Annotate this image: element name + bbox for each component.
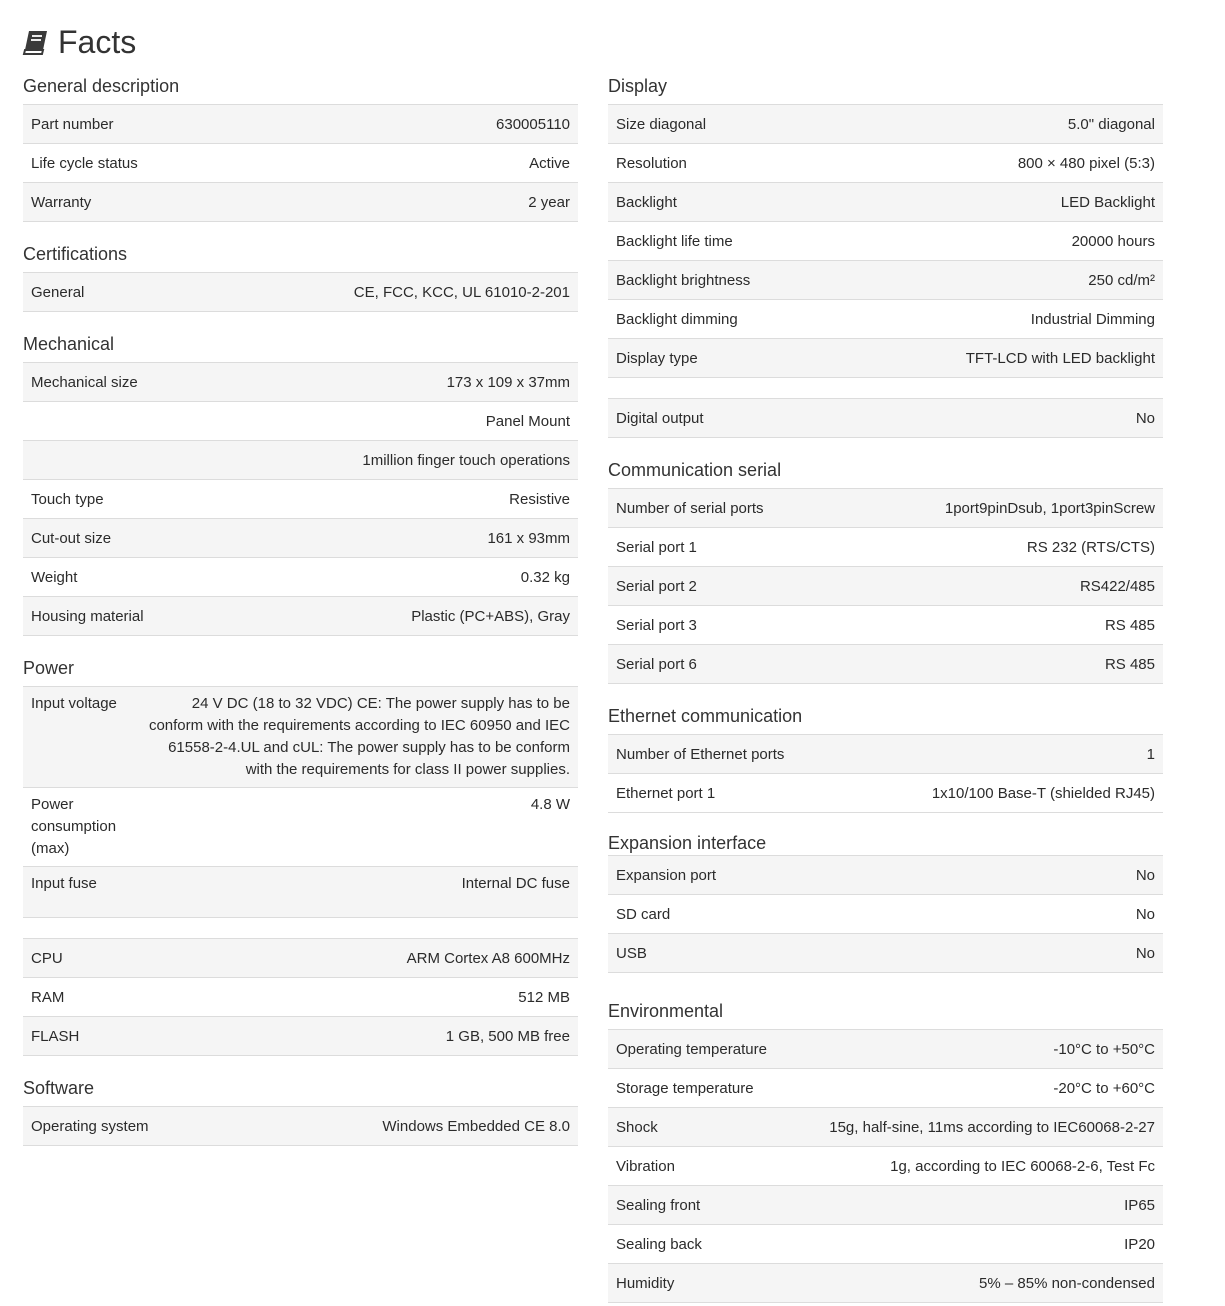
row-label: [23, 441, 152, 480]
table-row: [608, 300, 1163, 339]
spec-table: [23, 104, 578, 222]
table-row: [608, 1030, 1163, 1069]
section-hardware: [23, 938, 578, 1056]
spec-table: [608, 855, 1163, 973]
section-title: Software: [23, 1078, 95, 1098]
row-value: 173 x 109 x 37mm: [152, 363, 578, 402]
section-certifications: [23, 232, 578, 312]
table-row: [608, 1186, 1163, 1225]
section-expansion-interface: [608, 823, 1163, 973]
section-title: General description: [23, 76, 180, 96]
row-value: Active: [146, 144, 578, 183]
row-label: RAM: [23, 978, 139, 1017]
table-row: [23, 1017, 578, 1056]
row-label: Warranty: [23, 183, 146, 222]
row-label: Expansion port: [608, 856, 724, 895]
row-label: Input fuse: [23, 867, 139, 918]
section-display: [608, 64, 1163, 378]
table-row: [23, 363, 578, 402]
table-row: [23, 144, 578, 183]
row-value: TFT-LCD with LED backlight: [758, 339, 1163, 378]
row-value: 1million finger touch operations: [152, 441, 578, 480]
spec-table: [608, 734, 1163, 813]
row-label: Input voltage: [23, 687, 139, 788]
section-communication-serial: [608, 448, 1163, 684]
row-value: 2 year: [146, 183, 578, 222]
row-label: Backlight dimming: [608, 300, 758, 339]
row-value: RS 485: [772, 606, 1163, 645]
row-value: No: [724, 934, 1163, 973]
row-label: Number of Ethernet ports: [608, 735, 792, 774]
table-row: [608, 183, 1163, 222]
row-label: Humidity: [608, 1264, 775, 1303]
table-row: [608, 735, 1163, 774]
table-row: [608, 606, 1163, 645]
section-environmental: [608, 993, 1163, 1303]
table-row: [608, 774, 1163, 813]
section-power: [23, 646, 578, 918]
table-row: [608, 895, 1163, 934]
table-row: [23, 402, 578, 441]
row-value: RS 485: [772, 645, 1163, 684]
table-row: [23, 519, 578, 558]
table-row: [608, 144, 1163, 183]
row-label: Touch type: [23, 480, 152, 519]
right-column: [608, 64, 1163, 1303]
section-general-description: [23, 64, 578, 222]
row-label: Digital output: [608, 399, 724, 438]
row-value: -10°C to +50°C: [775, 1030, 1163, 1069]
row-value: Plastic (PC+ABS), Gray: [152, 597, 578, 636]
row-label: Sealing back: [608, 1225, 775, 1264]
row-value: LED Backlight: [758, 183, 1163, 222]
row-label: USB: [608, 934, 724, 973]
book-icon: [22, 28, 50, 56]
row-label: General: [23, 273, 139, 312]
row-value: IP65: [775, 1186, 1163, 1225]
row-value: 1g, according to IEC 60068-2-6, Test Fc: [775, 1147, 1163, 1186]
row-value: CE, FCC, KCC, UL 61010-2-201: [139, 273, 578, 312]
section-software: [23, 1066, 578, 1146]
table-row: [23, 788, 578, 867]
row-label: Operating system: [23, 1107, 157, 1146]
row-value: 5.0" diagonal: [758, 105, 1163, 144]
section-title: Expansion interface: [608, 833, 767, 853]
row-value: No: [724, 856, 1163, 895]
section-title: Mechanical: [23, 334, 115, 354]
row-label: Housing material: [23, 597, 152, 636]
row-label: Cut-out size: [23, 519, 152, 558]
row-value: 20000 hours: [758, 222, 1163, 261]
row-label: Backlight brightness: [608, 261, 758, 300]
row-value: 161 x 93mm: [152, 519, 578, 558]
table-row: [23, 273, 578, 312]
row-label: Backlight life time: [608, 222, 758, 261]
section-title: Environmental: [608, 1001, 724, 1021]
row-value: 24 V DC (18 to 32 VDC) CE: The power supply has to be conform with the requirements according to IEC 60950 and IEC 61558-2-4.UL and cUL: The power supply has to be conform with the requirements for class II power supplies.: [139, 687, 578, 788]
table-row: [23, 978, 578, 1017]
page-title-text: Facts: [58, 23, 137, 60]
table-row: [608, 222, 1163, 261]
table-row: [23, 1107, 578, 1146]
table-row: [23, 867, 578, 918]
spec-table: [608, 1029, 1163, 1303]
table-row: [608, 645, 1163, 684]
row-value: RS422/485: [772, 567, 1163, 606]
table-row: [608, 528, 1163, 567]
section-title: Certifications: [23, 244, 128, 264]
row-value: Resistive: [152, 480, 578, 519]
table-row: [23, 441, 578, 480]
section-ethernet-communication: [608, 694, 1163, 813]
row-value: Industrial Dimming: [758, 300, 1163, 339]
page-title: [22, 22, 136, 62]
row-label: Serial port 6: [608, 645, 772, 684]
row-label: Resolution: [608, 144, 758, 183]
table-row: [23, 480, 578, 519]
row-value: 1 GB, 500 MB free: [139, 1017, 578, 1056]
table-row: [23, 939, 578, 978]
row-label: Ethernet port 1: [608, 774, 792, 813]
table-row: [23, 105, 578, 144]
table-row: [608, 567, 1163, 606]
row-value: 1x10/100 Base-T (shielded RJ45): [792, 774, 1163, 813]
row-label: Vibration: [608, 1147, 775, 1186]
row-label: Size diagonal: [608, 105, 758, 144]
row-label: [23, 402, 152, 441]
table-row: [608, 1147, 1163, 1186]
row-value: RS 232 (RTS/CTS): [772, 528, 1163, 567]
row-value: IP20: [775, 1225, 1163, 1264]
spec-table: [23, 1106, 578, 1146]
table-row: [23, 558, 578, 597]
table-row: [608, 339, 1163, 378]
spec-table: [608, 104, 1163, 378]
row-label: SD card: [608, 895, 724, 934]
row-label: Part number: [23, 105, 146, 144]
spec-table: [23, 362, 578, 636]
row-label: FLASH: [23, 1017, 139, 1056]
section-title: Communication serial: [608, 460, 782, 480]
row-value: 1port9pinDsub, 1port3pinScrew: [772, 489, 1163, 528]
table-row: [23, 687, 578, 788]
spec-table: [608, 398, 1163, 438]
row-value: Panel Mount: [152, 402, 578, 441]
table-row: [23, 183, 578, 222]
table-row: [608, 1108, 1163, 1147]
row-value: No: [724, 399, 1163, 438]
section-digital: [608, 398, 1163, 438]
row-label: Power consumption (max): [23, 788, 139, 867]
row-label: Serial port 2: [608, 567, 772, 606]
row-value: 630005110: [146, 105, 578, 144]
row-label: Weight: [23, 558, 152, 597]
row-label: Mechanical size: [23, 363, 152, 402]
row-value: 0.32 kg: [152, 558, 578, 597]
table-row: [608, 261, 1163, 300]
table-row: [23, 597, 578, 636]
table-row: [608, 1264, 1163, 1303]
spec-table: [23, 272, 578, 312]
table-row: [608, 934, 1163, 973]
row-value: ARM Cortex A8 600MHz: [139, 939, 578, 978]
row-value: Windows Embedded CE 8.0: [157, 1107, 578, 1146]
section-title: Display: [608, 76, 668, 96]
left-column: [23, 64, 578, 1146]
row-value: -20°C to +60°C: [775, 1069, 1163, 1108]
row-label: Sealing front: [608, 1186, 775, 1225]
row-value: 4.8 W: [139, 788, 578, 867]
row-value: 250 cd/m²: [758, 261, 1163, 300]
spec-table: [608, 488, 1163, 684]
table-row: [608, 105, 1163, 144]
row-label: Serial port 3: [608, 606, 772, 645]
row-value: 800 × 480 pixel (5:3): [758, 144, 1163, 183]
row-label: Serial port 1: [608, 528, 772, 567]
row-label: Life cycle status: [23, 144, 146, 183]
spec-table: [23, 686, 578, 918]
row-value: 512 MB: [139, 978, 578, 1017]
table-row: [608, 399, 1163, 438]
table-row: [608, 1069, 1163, 1108]
table-row: [608, 489, 1163, 528]
row-value: No: [724, 895, 1163, 934]
row-label: Number of serial ports: [608, 489, 772, 528]
section-title: Ethernet communication: [608, 706, 803, 726]
row-label: Display type: [608, 339, 758, 378]
row-label: Operating temperature: [608, 1030, 775, 1069]
row-label: Storage temperature: [608, 1069, 775, 1108]
spec-table: [23, 938, 578, 1056]
row-value: 15g, half-sine, 11ms according to IEC60068-2-27: [775, 1108, 1163, 1147]
row-value: 5% – 85% non-condensed: [775, 1264, 1163, 1303]
section-mechanical: [23, 322, 578, 636]
row-label: Backlight: [608, 183, 758, 222]
table-row: [608, 856, 1163, 895]
row-label: CPU: [23, 939, 139, 978]
row-value: 1: [792, 735, 1163, 774]
row-label: Shock: [608, 1108, 775, 1147]
table-row: [608, 1225, 1163, 1264]
section-title: Power: [23, 658, 75, 678]
row-value: Internal DC fuse: [139, 867, 578, 918]
